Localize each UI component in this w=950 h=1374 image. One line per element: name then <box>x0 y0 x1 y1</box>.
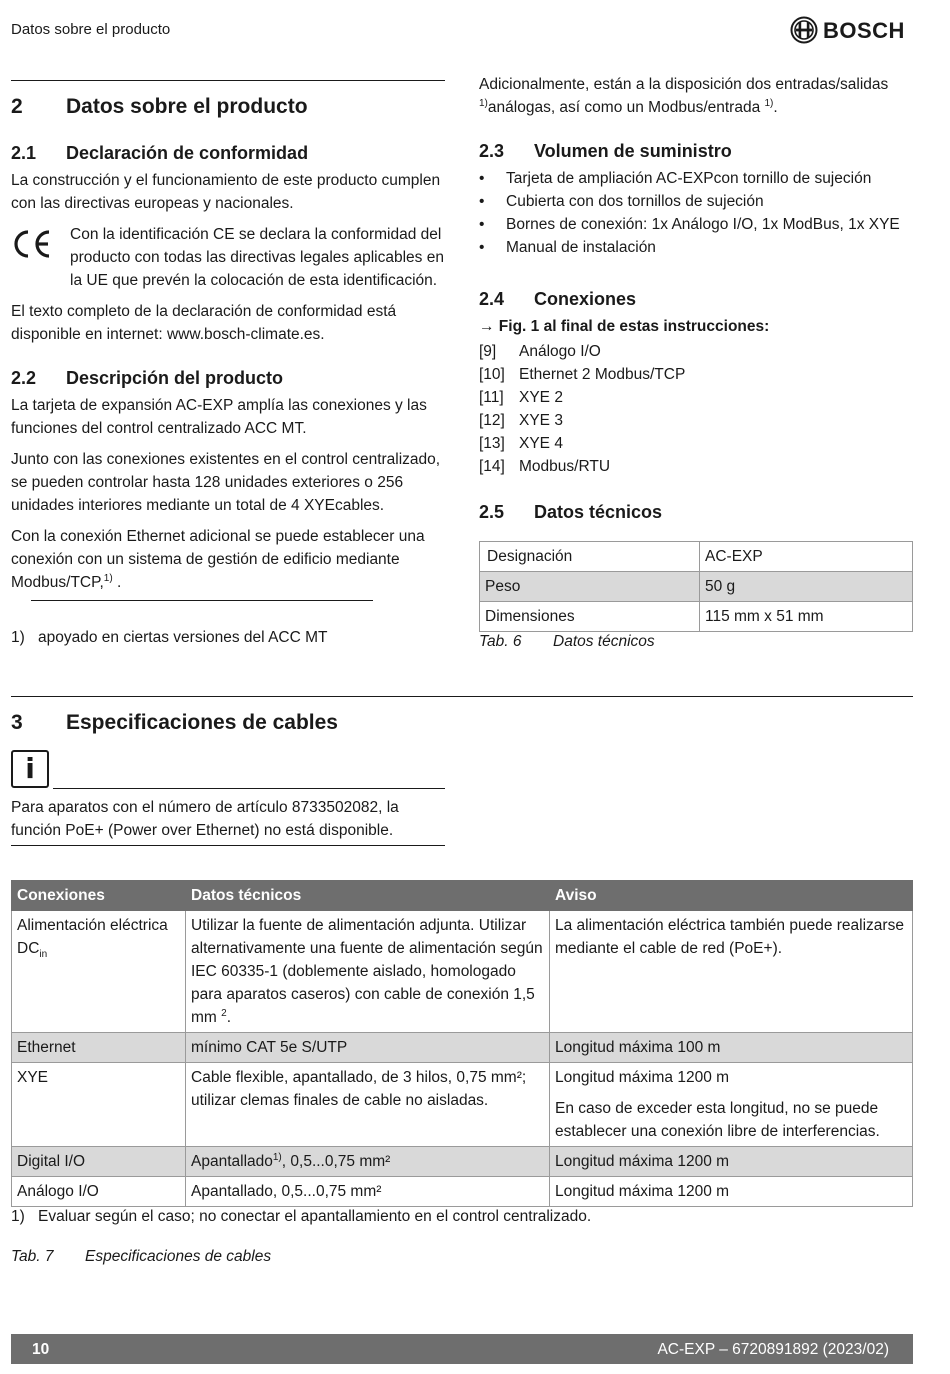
continuation-text-3: . <box>773 99 778 116</box>
table-cell <box>186 1147 550 1177</box>
continuation-text-2: análogas, así como un Modbus/entrada <box>487 99 765 116</box>
subsection-title: Volumen de suministro <box>534 141 732 161</box>
conformity-paragraph: La construcción y el funcionamiento de este producto cumplen con las directivas europeas y nacionales. <box>11 172 441 212</box>
bosch-logo <box>790 15 905 45</box>
table-cell: Longitud máxima 1200 m <box>550 1177 913 1207</box>
info-paragraph: Para aparatos con el número de artículo 8733502082, la función PoE+ (Power over Ethernet) no está disponible. <box>11 799 399 839</box>
item-ref: [9] <box>479 343 497 360</box>
footnote-text: apoyado en ciertas versiones del ACC MT <box>38 629 328 646</box>
list-item: • Manual de instalación <box>479 236 913 259</box>
description-paragraph-1: La tarjeta de expansión AC-EXP amplía las conexiones y las funciones del control centralizado ACC MT. <box>11 397 427 437</box>
list-item <box>479 432 685 455</box>
table-cell <box>550 1063 913 1147</box>
subsection-title: Declaración de conformidad <box>66 143 309 163</box>
footnote-mark: 1) <box>11 629 25 646</box>
section-title: Especificaciones de cables <box>66 711 338 734</box>
table-cell: mínimo CAT 5e S/UTP <box>186 1033 550 1063</box>
info-icon-glyph: i <box>25 752 35 785</box>
subsection-title: Conexiones <box>534 289 637 309</box>
footnote-text: Evaluar según el caso; no conectar el apantallamiento en el control centralizado. <box>38 1208 592 1225</box>
table-header-row <box>12 881 913 911</box>
caption-text: Especificaciones de cables <box>85 1248 272 1265</box>
subsection-number: 2.4 <box>479 289 505 309</box>
item-ref: [13] <box>479 435 505 452</box>
table-cell: Cable flexible, apantallado, de 3 hilos, 0,75 mm²; utilizar clemas finales de cable no aisladas. <box>186 1063 550 1147</box>
footnote <box>11 626 327 649</box>
continuation-paragraph <box>479 73 913 119</box>
section-2-1-heading <box>11 141 308 165</box>
column-header: Datos técnicos <box>186 881 550 911</box>
table-caption <box>11 1245 271 1268</box>
cell-text: Longitud máxima 1200 m <box>555 1069 730 1086</box>
running-header-title: Datos sobre el producto <box>11 21 171 38</box>
table-cell <box>12 911 186 1033</box>
cable-spec-table <box>11 880 913 1207</box>
section-number: 3 <box>11 711 23 734</box>
list-item <box>479 386 685 409</box>
declaration-paragraph: El texto completo de la declaración de conformidad está disponible en internet: www.bosch-climate.es. <box>11 303 397 343</box>
footnote-ref: 1) <box>479 98 488 109</box>
list-item <box>479 455 685 478</box>
item-label: XYE 2 <box>519 389 563 406</box>
bosch-wordmark: BOSCH <box>823 17 905 43</box>
section-number: 2 <box>11 95 23 118</box>
footnote-rule <box>31 600 373 601</box>
info-icon <box>11 750 49 788</box>
table-footnote <box>11 1205 591 1228</box>
table-cell: Dimensiones <box>480 602 700 632</box>
connections-list <box>479 340 685 478</box>
table-cell: Digital I/O <box>12 1147 186 1177</box>
table-cell: XYE <box>12 1063 186 1147</box>
table-cell: 115 mm x 51 mm <box>700 602 913 632</box>
item-ref: [10] <box>479 366 505 383</box>
section-3-heading <box>11 710 338 736</box>
delivery-list <box>479 167 913 259</box>
superscript: 2 <box>221 1008 227 1019</box>
ce-paragraph: Con la identificación CE se declara la conformidad del producto con todas las directivas legales aplicables en la UE que prevén la colocación de esta identificación. <box>70 226 444 289</box>
section-2-2-heading <box>11 366 283 390</box>
footnote-ref: 1) <box>764 98 774 109</box>
table-cell: 50 g <box>700 572 913 602</box>
table-cell: Ethernet <box>12 1033 186 1063</box>
technical-data-table <box>479 541 913 632</box>
table-row <box>12 1147 913 1177</box>
table-row <box>12 911 913 1033</box>
list-item: • Tarjeta de ampliación AC-EXPcon tornillo de sujeción <box>479 167 913 190</box>
table-cell: Análogo I/O <box>12 1177 186 1207</box>
caption-number: Tab. 7 <box>11 1248 54 1265</box>
subsection-title: Datos técnicos <box>534 502 663 522</box>
list-item <box>479 409 685 432</box>
ce-mark-icon <box>11 228 53 260</box>
item-ref: [12] <box>479 412 505 429</box>
footnote-mark: 1) <box>11 1208 25 1225</box>
item-ref: [11] <box>479 389 504 406</box>
subsection-number: 2.3 <box>479 141 505 161</box>
table-row <box>12 1177 913 1207</box>
cell-text: Utilizar la fuente de alimentación adjunta. Utilizar alternativamente una fuente de alimentación según IEC 60335-1 (doblemente aislado, homologado para aparatos caseros) con cable de conexión 1,5 mm <box>191 917 543 1026</box>
section-2-4-heading <box>479 287 636 311</box>
list-item <box>479 340 685 363</box>
ce-mark <box>11 228 53 267</box>
table-row <box>12 1063 913 1147</box>
item-label: Análogo I/O <box>519 343 601 360</box>
table-row <box>480 542 913 572</box>
page-footer <box>11 1334 913 1364</box>
cell-text: Apantallado <box>191 1153 273 1170</box>
info-rule-bottom <box>11 845 445 846</box>
table-row <box>480 602 913 632</box>
subsection-title: Descripción del producto <box>66 368 284 388</box>
section-2-3-heading <box>479 139 732 163</box>
description-paragraph-2: Junto con las conexiones existentes en el control centralizado, se pueden controlar hasta 128 unidades exteriores o 256 unidades interiores mediante un total de 4 XYEcables. <box>11 451 441 514</box>
list-item: • Cubierta con dos tornillos de sujeción <box>479 190 913 213</box>
table-cell: Longitud máxima 1200 m <box>550 1147 913 1177</box>
item-label: XYE 3 <box>519 412 563 429</box>
subscript: in <box>39 949 48 960</box>
page-number: 10 <box>32 1341 50 1358</box>
document-reference: AC-EXP – 6720891892 (2023/02) <box>657 1341 889 1358</box>
cell-text-end: . <box>226 1009 232 1026</box>
table-row <box>12 1033 913 1063</box>
item-label: XYE 4 <box>519 435 563 452</box>
caption-text: Datos técnicos <box>553 633 655 650</box>
caption-number: Tab. 6 <box>479 633 522 650</box>
list-item <box>479 363 685 386</box>
table-cell: Apantallado, 0,5...0,75 mm² <box>186 1177 550 1207</box>
table-cell: AC-EXP <box>700 542 913 572</box>
figure-reference: → Fig. 1 al final de estas instrucciones: <box>479 318 770 335</box>
section-title: Datos sobre el producto <box>66 95 308 118</box>
bosch-armature-icon <box>790 16 818 44</box>
item-label: Ethernet 2 Modbus/TCP <box>519 366 686 383</box>
section-2-heading <box>11 94 308 120</box>
table-cell: La alimentación eléctrica también puede realizarse mediante el cable de red (PoE+). <box>550 911 913 1033</box>
subsection-number: 2.2 <box>11 368 37 388</box>
footnote-ref: 1) <box>103 573 113 584</box>
description-paragraph-3 <box>11 525 445 594</box>
info-rule <box>53 788 445 789</box>
table-cell: Longitud máxima 100 m <box>550 1033 913 1063</box>
paragraph-end: . <box>112 574 122 591</box>
table-caption <box>479 630 655 653</box>
subsection-number: 2.1 <box>11 143 37 163</box>
continuation-text-1: Adicionalmente, están a la disposición dos entradas/salidas <box>479 76 889 93</box>
item-ref: [14] <box>479 458 505 475</box>
paragraph-text: Con la conexión Ethernet adicional se puede establecer una conexión con un sistema de gestión de edificio mediante Modbus/TCP, <box>11 528 425 591</box>
table-cell <box>186 911 550 1033</box>
list-item: • Bornes de conexión: 1x Análogo I/O, 1x ModBus, 1x XYE <box>479 213 913 236</box>
cell-text: Alimentación eléctrica DC <box>17 917 168 957</box>
section-2-5-heading <box>479 500 662 524</box>
subsection-number: 2.5 <box>479 502 505 522</box>
table-cell: Peso <box>480 572 700 602</box>
item-label: Modbus/RTU <box>519 458 611 475</box>
column-header: Aviso <box>550 881 913 911</box>
footnote-ref: 1) <box>272 1152 282 1163</box>
section-rule <box>11 80 445 81</box>
table-row <box>480 572 913 602</box>
cell-text-end: , 0,5...0,75 mm² <box>281 1153 391 1170</box>
column-header: Conexiones <box>12 881 186 911</box>
section-rule <box>11 696 913 697</box>
cell-text: En caso de exceder esta longitud, no se puede establecer una conexión libre de interferencias. <box>555 1100 880 1140</box>
table-cell: Designación <box>480 542 700 572</box>
